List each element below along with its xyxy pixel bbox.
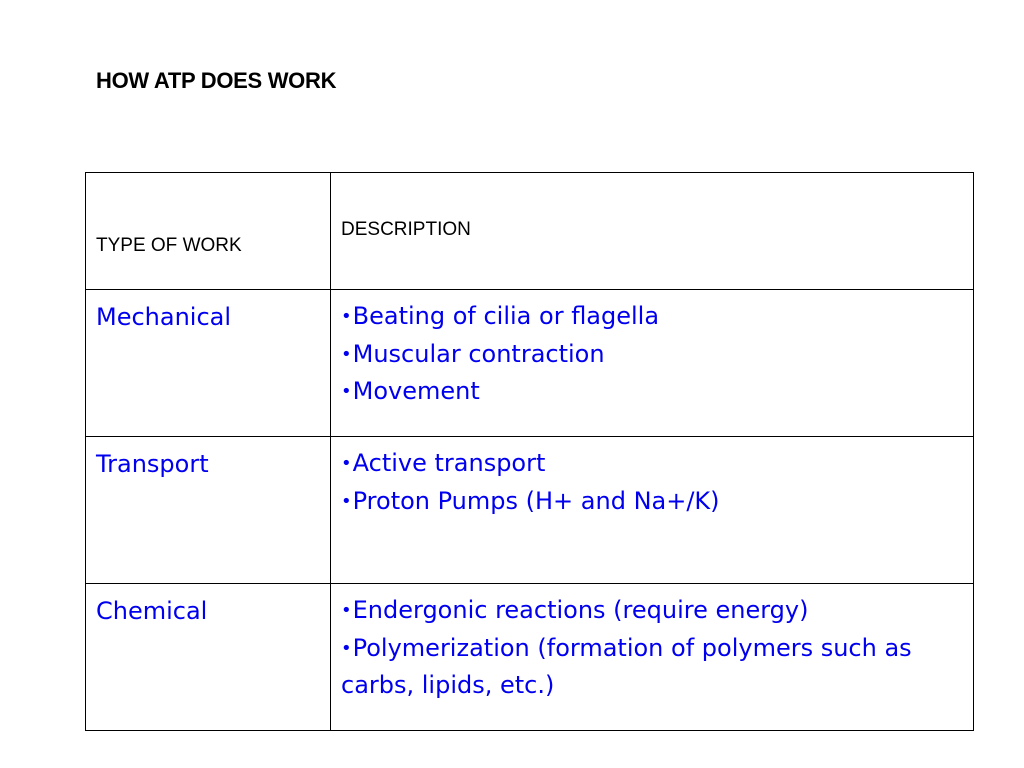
description-item-text: Polymerization (formation of polymers such as carbs, lipids, etc.)	[341, 633, 912, 699]
table-row-chemical	[86, 584, 974, 731]
table-row-transport	[86, 437, 974, 584]
bullet-icon: •	[341, 306, 352, 327]
table-header-row	[86, 173, 974, 290]
description-item-text: Proton Pumps (H+ and Na+/K)	[352, 486, 720, 515]
description-item-text: Muscular contraction	[352, 339, 605, 368]
header-description-cell	[331, 173, 974, 290]
description-item	[341, 298, 967, 336]
description-cell	[331, 584, 974, 731]
work-type-cell: Transport	[86, 437, 331, 584]
header-type-cell	[86, 173, 331, 290]
bullet-icon: •	[341, 381, 352, 402]
description-item	[341, 445, 967, 483]
work-type-cell: Mechanical	[86, 290, 331, 437]
work-type-cell: Chemical	[86, 584, 331, 731]
description-item	[341, 336, 967, 374]
bullet-icon: •	[341, 343, 352, 365]
description-cell	[331, 290, 974, 437]
description-list	[331, 584, 973, 705]
work-types-table	[85, 172, 974, 731]
description-list	[331, 290, 973, 411]
description-item-text: Beating of cilia or flagella	[352, 302, 660, 330]
bullet-icon: •	[341, 490, 352, 512]
bullet-icon: •	[341, 637, 352, 659]
description-item-text: Endergonic reactions (require energy)	[352, 596, 809, 624]
description-item-text: Movement	[352, 377, 480, 405]
header-description-label: DESCRIPTION	[341, 219, 471, 240]
table-row-mechanical	[86, 290, 974, 437]
bullet-icon: •	[341, 600, 352, 621]
description-cell	[331, 437, 974, 584]
description-list	[331, 437, 973, 520]
description-item	[341, 630, 967, 705]
bullet-icon: •	[341, 453, 352, 474]
header-type-label: TYPE OF WORK	[96, 235, 242, 256]
description-item	[341, 483, 967, 521]
slide-title: HOW ATP DOES WORK	[96, 68, 337, 93]
description-item	[341, 373, 967, 411]
description-item-text: Active transport	[352, 449, 546, 477]
description-item	[341, 592, 967, 630]
